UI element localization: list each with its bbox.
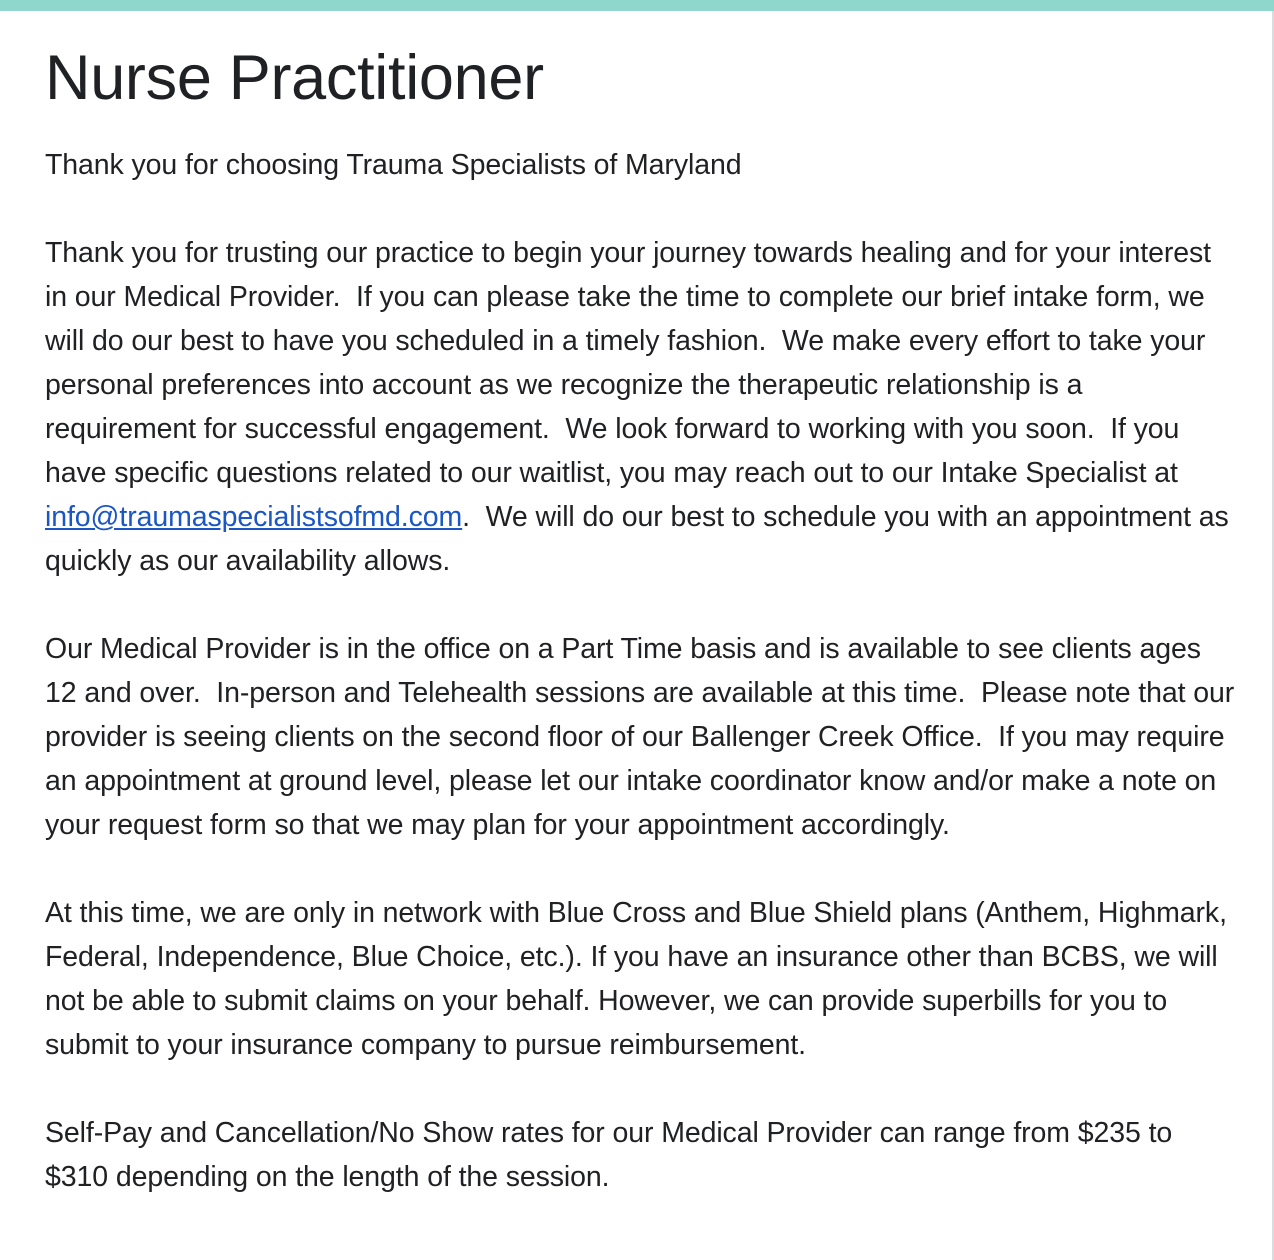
form-title: Nurse Practitioner — [45, 43, 544, 113]
paragraph-1-text: Thank you for trusting our practice to begin your journey towards healing and for your interest in our Medical Provider. If you can please take the time to complete our brief intake form, we will do our best to have you scheduled in a timely fashion. We make every effort to take your personal preferences into account as we recognize the therapeutic relationship is a requirement for successful engagement. We look forward to working with you soon. If you have specific questions related to our waitlist, you may reach out to our Intake Specialist at — [45, 237, 1211, 489]
form-description — [45, 143, 1240, 1199]
form-accent-bar — [0, 0, 1274, 11]
description-paragraph-4: Self-Pay and Cancellation/No Show rates for our Medical Provider can range from $235 to $310 depending on the length of the session. — [45, 1117, 1173, 1193]
paragraph-1-text-end: . We will do our best to schedule you with an appointment as quickly as our availability allows. — [45, 501, 1229, 577]
description-paragraph-3: At this time, we are only in network with Blue Cross and Blue Shield plans (Anthem, Highmark, Federal, Independence, Blue Choice, etc.). If you have an insurance other than BCBS, we will not be able to submit claims on your behalf. However, we can provide superbills for you to submit to your insurance company to pursue reimbursement. — [45, 897, 1227, 1061]
description-paragraph-2: Our Medical Provider is in the office on a Part Time basis and is available to see clients ages 12 and over. In-person and Telehealth sessions are available at this time. Please note that our provider is seeing clients on the second floor of our Ballenger Creek Office. If you may require an appointment at ground level, please let our intake coordinator know and/or make a note on your request form so that we may plan for your appointment accordingly. — [45, 633, 1235, 841]
intro-line: Thank you for choosing Trauma Specialists of Maryland — [45, 149, 742, 181]
form-header-content — [45, 40, 1240, 1243]
description-paragraph-1 — [45, 231, 1240, 583]
intake-email-link[interactable]: info@traumaspecialistsofmd.com — [45, 501, 463, 533]
